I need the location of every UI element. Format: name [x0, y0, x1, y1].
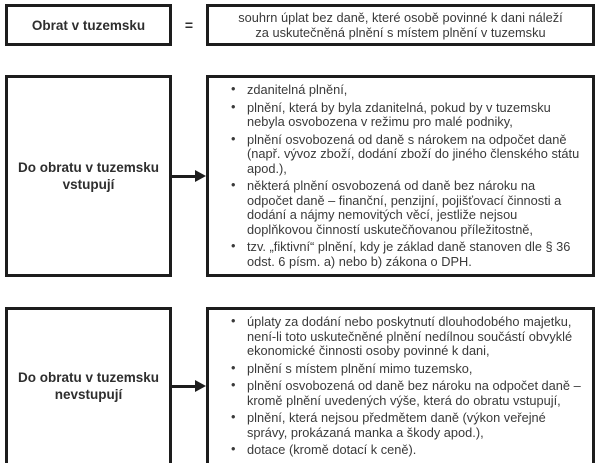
equals-connector: [172, 4, 206, 46]
included-label-box: [5, 75, 172, 277]
definition-text-line: za uskutečněná plnění s místem plnění v tuzemsku: [255, 25, 546, 40]
excluded-items-box: [206, 307, 595, 463]
list-item: • úplaty za dodání nebo poskytnutí dlouhodobého majetku, není-li toto uskutečněné plnění nedílnou součástí obvyklé ekonomické činnosti osoby povinné k dani,: [209, 315, 584, 359]
arrow-right-icon: [172, 380, 206, 392]
included-label-line: Do obratu v tuzemsku: [17, 160, 160, 175]
list-item: • některá plnění osvobozená od daně bez nároku na odpočet daně – finanční, penzijní, pojišťovací činnosti a dodání a nájmy nemovitých věcí, jestliže nejsou doplňkovou činností uskutečňovanou příležitostně,: [209, 179, 584, 237]
list-item: • zdanitelná plnění,: [209, 83, 584, 98]
excluded-label-line: nevstupují: [54, 387, 123, 403]
included-items-box: [206, 75, 595, 277]
included-bullet-list: [209, 78, 592, 274]
excluded-arrow-connector: [172, 307, 206, 463]
included-arrow-connector: [172, 75, 206, 277]
included-label-line: vstupují: [62, 177, 115, 192]
arrow-right-icon: [172, 170, 206, 182]
definition-box: [206, 4, 595, 46]
list-item: • plnění, která by byla zdanitelná, pokud by v tuzemsku nebyla osvobozena v režimu pro malé podniky,: [209, 101, 584, 130]
excluded-label-box: [5, 307, 172, 463]
definition-row: [5, 4, 595, 46]
definition-text-line: souhrn úplat bez daně, které osobě povinné k dani náleží: [238, 10, 563, 25]
excluded-row: [5, 307, 595, 463]
list-item: • tzv. „fiktivní“ plnění, kdy je základ daně stanoven dle § 36 odst. 6 písm. a) nebo b) zákona o DPH.: [209, 240, 584, 269]
list-item: • plnění, která nejsou předmětem daně (výkon veřejné správy, prokázaná manka a škody apod.),: [209, 411, 584, 440]
list-item: • plnění s místem plnění mimo tuzemsko,: [209, 362, 584, 377]
list-item: • dotace (kromě dotací k ceně).: [209, 443, 584, 458]
equals-sign: =: [184, 17, 194, 33]
term-label: Obrat v tuzemsku: [31, 17, 146, 33]
excluded-label-line: Do obratu v tuzemsku: [17, 370, 160, 386]
list-item: • plnění osvobozená od daně bez nároku na odpočet daně – kromě plnění uvedených výše, která do obratu vstupují,: [209, 379, 584, 408]
included-row: [5, 75, 595, 277]
excluded-bullet-list: [209, 310, 592, 463]
list-item: • plnění osvobozená od daně s nárokem na odpočet daně (např. vývoz zboží, dodání zboží do jiného členského státu apod.),: [209, 133, 584, 177]
term-box: [5, 4, 172, 46]
